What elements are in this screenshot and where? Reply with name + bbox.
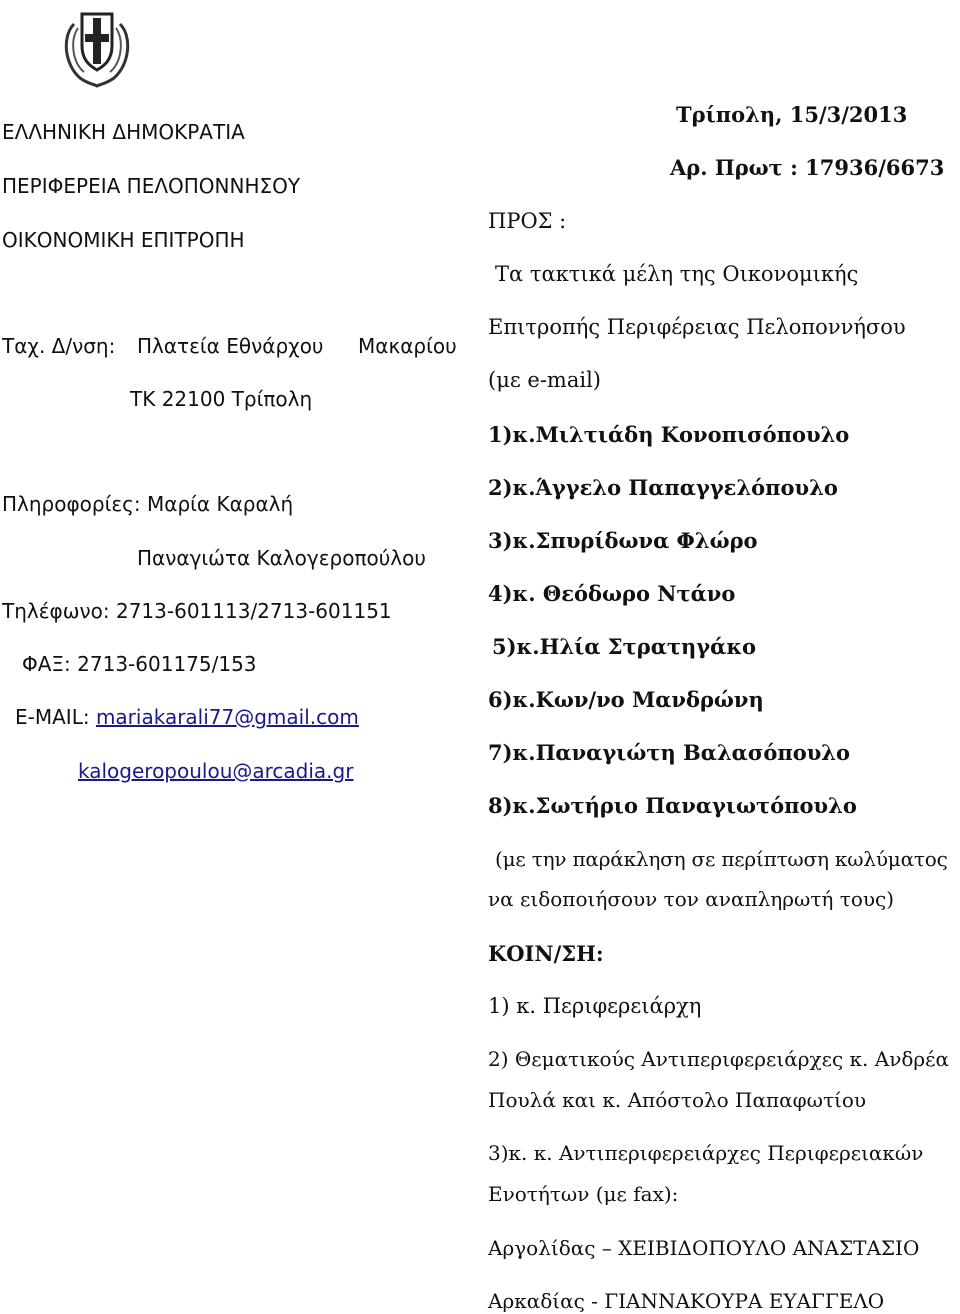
cc-item-5: Αρκαδίας - ΓΙΑΝΝΑΚΟΥΡΑ ΕΥΑΓΓΕΛΟ (488, 1289, 885, 1313)
email-label: E-MAIL: (15, 705, 90, 729)
member-2: 2)κ.Άγγελο Παπαγγελόπουλο (488, 475, 838, 500)
cc-item-4: Αργολίδας – ΧΕΙΒΙΔΟΠΟΥΛΟ ΑΝΑΣΤΑΣΙΟ (488, 1236, 920, 1260)
address-street2: Μακαρίου (358, 334, 457, 358)
to-label: ΠΡΟΣ : (488, 209, 567, 233)
recipients-intro-3: (με e-mail) (488, 368, 601, 392)
email-link-1[interactable]: mariakarali77@gmail.com (95, 705, 359, 729)
info-contact-2: Παναγιώτα Καλογεροπούλου (137, 546, 426, 570)
note-line-1: (με την παράκληση σε περίπτωση κωλύματος (495, 847, 948, 871)
country-name: ΕΛΛΗΝΙΚΗ ΔΗΜΟΚΡΑΤΙΑ (2, 120, 245, 144)
cc-item-3a: 3)κ. κ. Αντιπεριφερειάρχες Περιφερειακών (488, 1141, 924, 1165)
email-line (15, 707, 359, 727)
info-contact: Πληροφορίες: Μαρία Καραλή (2, 492, 294, 516)
member-6: 6)κ.Κων/νο Μανδρώνη (488, 687, 764, 712)
member-5: 5)κ.Ηλία Στρατηγάκο (492, 634, 757, 659)
region-name: ΠΕΡΙΦΕΡΕΙΑ ΠΕΛΟΠΟΝΝΗΣΟΥ (2, 174, 301, 198)
address-label: Ταχ. Δ/νση: (2, 334, 116, 358)
member-1: 1)κ.Μιλτιάδη Κονοπισόπουλο (488, 422, 850, 447)
protocol-number: Αρ. Πρωτ : 17936/6673 (670, 155, 945, 180)
phone: Τηλέφωνο: 2713-601113/2713-601151 (2, 599, 392, 623)
cc-label: ΚΟΙΝ/ΣΗ: (488, 941, 604, 966)
address-street: Πλατεία Εθνάρχου (137, 334, 324, 358)
member-8: 8)κ.Σωτήριο Παναγιωτόπουλο (488, 793, 857, 818)
place-date: Τρίπολη, 15/3/2013 (676, 102, 908, 127)
note-line-2: να ειδοποιήσουν τον αναπληρωτή τους) (488, 887, 895, 911)
email-link-2[interactable]: kalogeropoulou@arcadia.gr (78, 759, 354, 783)
committee-name: ΟΙΚΟΝΟΜΙΚΗ ΕΠΙΤΡΟΠΗ (2, 228, 245, 252)
member-3: 3)κ.Σπυρίδωνα Φλώρο (488, 528, 758, 553)
cc-item-2a: 2) Θεματικούς Αντιπεριφερειάρχες κ. Ανδρέα (488, 1047, 950, 1071)
address-city: ΤΚ 22100 Τρίπολη (130, 387, 313, 411)
cc-item-2b: Πουλά και κ. Απόστολο Παπαφωτίου (488, 1088, 867, 1112)
fax: ΦΑΞ: 2713-601175/153 (22, 652, 257, 676)
cc-item-3b: Ενοτήτων (με fax): (488, 1182, 679, 1206)
recipients-intro-2: Επιτροπής Περιφέρειας Πελοποννήσου (488, 315, 906, 339)
member-7: 7)κ.Παναγιώτη Βαλασόπουλο (488, 740, 851, 765)
email-line-2 (78, 761, 353, 781)
member-4: 4)κ. Θεόδωρο Ντάνο (488, 581, 736, 606)
cc-item-1: 1) κ. Περιφερειάρχη (488, 994, 702, 1018)
recipients-intro-1: Τα τακτικά μέλη της Οικονομικής (495, 262, 859, 286)
greek-coat-of-arms-icon (58, 2, 136, 90)
